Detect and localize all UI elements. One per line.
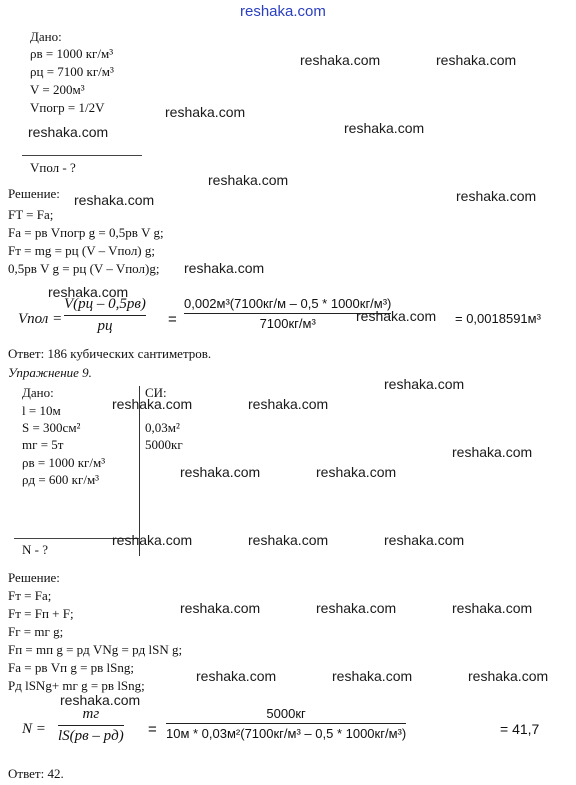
solution-title: Решение:: [8, 186, 60, 201]
watermark[interactable]: reshaka.com: [452, 600, 533, 616]
watermark[interactable]: reshaka.com: [248, 532, 329, 548]
unknown: Vпол - ?: [30, 160, 76, 175]
watermark[interactable]: reshaka.com: [356, 308, 437, 324]
given-line: Vпогр = 1/2V: [30, 100, 105, 115]
given-title: Дано:: [30, 29, 62, 44]
answer: Ответ: 186 кубических сантиметров.: [8, 346, 212, 361]
si-line: 5000кг: [145, 437, 183, 452]
given-line: l = 10м: [22, 403, 61, 418]
denominator: 7100кг/м³: [259, 316, 316, 331]
watermark[interactable]: reshaka.com: [180, 600, 261, 616]
given-title: Дано:: [22, 385, 54, 400]
watermark[interactable]: reshaka.com: [384, 376, 465, 392]
solution-step: Fт = Fа;: [8, 588, 52, 603]
numerator: 0,002м³(7100кг/м – 0,5 * 1000кг/м³): [184, 296, 392, 311]
unknown: N - ?: [22, 542, 48, 557]
formula-fraction: [166, 707, 406, 740]
given-divider: [22, 155, 142, 156]
denominator: 10м * 0,03м²(7100кг/м³ – 0,5 * 1000кг/м³): [166, 726, 407, 741]
si-title: СИ:: [145, 385, 167, 400]
formula-fraction: [58, 707, 124, 744]
fraction-bar: [166, 723, 406, 724]
watermark[interactable]: reshaka.com: [208, 172, 289, 188]
fraction-bar: [64, 315, 146, 316]
given-line: mг = 5т: [22, 437, 64, 452]
watermark[interactable]: reshaka.com: [468, 668, 549, 684]
watermark[interactable]: reshaka.com: [74, 192, 155, 208]
watermark[interactable]: reshaka.com: [112, 532, 193, 548]
denominator: lS(pв – pд): [58, 728, 124, 744]
solution-step: Fг = mг g;: [8, 624, 64, 639]
solution-step: Pд lSNg+ mг g = pв lSng;: [8, 678, 145, 693]
solution-step: Fп = mп g = pд VNg = pд lSN g;: [8, 642, 183, 657]
numerator: V(pц – 0,5pв): [64, 296, 146, 312]
numerator: mг: [82, 706, 100, 722]
watermark[interactable]: reshaka.com: [165, 104, 246, 120]
watermark[interactable]: reshaka.com: [248, 396, 329, 412]
watermark[interactable]: reshaka.com: [332, 668, 413, 684]
watermark-top[interactable]: reshaka.com: [240, 3, 326, 20]
watermark[interactable]: reshaka.com: [452, 444, 533, 460]
watermark[interactable]: reshaka.com: [456, 188, 537, 204]
given-line: ρд = 600 кг/м³: [22, 472, 100, 487]
given-line: S = 300см²: [22, 420, 81, 435]
formula-equals: =: [148, 721, 157, 738]
watermark[interactable]: reshaka.com: [184, 260, 265, 276]
given-line: ρц = 7100 кг/м³: [30, 64, 114, 79]
watermark[interactable]: reshaka.com: [28, 124, 109, 140]
watermark[interactable]: reshaka.com: [300, 52, 381, 68]
watermark[interactable]: reshaka.com: [316, 464, 397, 480]
si-line: 0,03м²: [145, 420, 180, 435]
watermark[interactable]: reshaka.com: [60, 692, 141, 708]
formula-equals: =: [168, 311, 177, 328]
watermark[interactable]: reshaka.com: [316, 600, 397, 616]
watermark[interactable]: reshaka.com: [48, 284, 129, 300]
watermark[interactable]: reshaka.com: [196, 668, 277, 684]
solution-step: Fт = Fп + F;: [8, 606, 74, 621]
formula-fraction: [64, 297, 146, 334]
formula-result: = 41,7: [500, 721, 540, 737]
fraction-bar: [58, 725, 124, 726]
exercise-heading: Упражнение 9.: [8, 365, 92, 380]
watermark[interactable]: reshaka.com: [384, 532, 465, 548]
formula-result: = 0,0018591м³: [455, 311, 541, 326]
given-line: ρв = 1000 кг/м³: [30, 46, 114, 61]
solution-step: Fт = mg = pц (V – Vпол) g;: [8, 243, 155, 258]
watermark[interactable]: reshaka.com: [344, 120, 425, 136]
solution-step: 0,5pв V g = pц (V – Vпол)g;: [8, 261, 160, 276]
solution-step: FT = Fа;: [8, 207, 54, 222]
numerator: 5000кг: [266, 706, 306, 721]
answer: Ответ: 42.: [8, 766, 64, 781]
formula-lhs: N =: [22, 721, 46, 737]
given-line: V = 200м³: [30, 82, 85, 97]
formula-lhs: Vпол =: [18, 311, 63, 327]
watermark[interactable]: reshaka.com: [436, 52, 517, 68]
solution-step: Fа = pв Vпогр g = 0,5pв V g;: [8, 225, 164, 240]
watermark[interactable]: reshaka.com: [112, 396, 193, 412]
solution-step: Fа = pв Vп g = pв lSng;: [8, 660, 134, 675]
solution-title: Решение:: [8, 570, 60, 585]
given-line: ρв = 1000 кг/м³: [22, 455, 106, 470]
watermark[interactable]: reshaka.com: [180, 464, 261, 480]
denominator: pц: [97, 318, 113, 334]
